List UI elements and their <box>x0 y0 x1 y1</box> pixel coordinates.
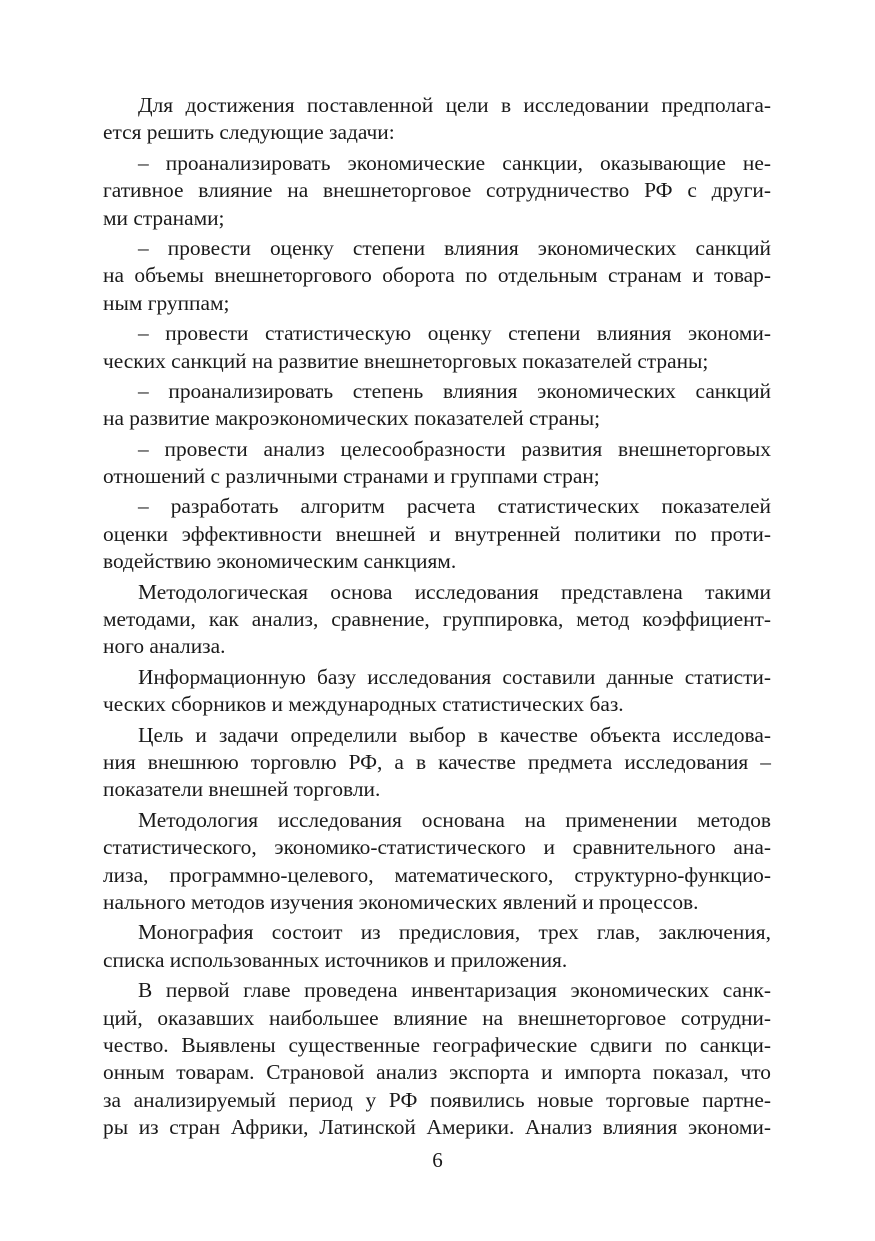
paragraph <box>103 493 771 575</box>
text-line: методами, как анализ, сравнение, группировка, метод коэффициент- <box>103 607 771 632</box>
text-line: лиза, программно-целевого, математического, структурно-функцио- <box>103 862 771 887</box>
paragraph <box>103 664 771 719</box>
text-line: отношений с различными странами и группами стран; <box>103 464 600 489</box>
text-line: списка использованных источников и приложения. <box>103 947 568 972</box>
paragraph <box>103 320 771 375</box>
body-text <box>103 92 771 1141</box>
text-line: ми странами; <box>103 205 225 230</box>
paragraph <box>103 150 771 232</box>
text-line: – разработать алгоритм расчета статистических показателей <box>138 494 771 519</box>
text-line: ется решить следующие задачи: <box>103 120 395 145</box>
text-line: – проанализировать экономические санкции, оказывающие не- <box>138 150 771 175</box>
text-line: – провести оценку степени влияния экономических санкций <box>138 235 771 260</box>
text-line: ного анализа. <box>103 634 226 659</box>
text-line: – провести статистическую оценку степени влияния экономи- <box>138 321 771 346</box>
text-line: Методология исследования основана на применении методов <box>138 807 771 832</box>
text-line: ческих сборников и международных статистических баз. <box>103 692 624 717</box>
text-line: оценки эффективности внешней и внутренней политики по проти- <box>103 521 771 546</box>
paragraph <box>103 92 771 147</box>
text-line: гативное влияние на внешнеторговое сотрудничество РФ с други- <box>103 178 771 203</box>
text-line: онным товарам. Страновой анализ экспорта и импорта показал, что <box>103 1060 771 1085</box>
paragraph <box>103 436 771 491</box>
paragraph <box>103 919 771 974</box>
text-line: ния внешнюю торговлю РФ, а в качестве предмета исследования – <box>103 749 771 774</box>
text-line: водействию экономическим санкциям. <box>103 549 457 574</box>
paragraph <box>103 722 771 804</box>
text-line: Методологическая основа исследования представлена такими <box>138 579 771 604</box>
text-line: – провести анализ целесообразности развития внешнеторговых <box>138 436 771 461</box>
text-line: Для достижения поставленной цели в исследовании предполага- <box>138 93 771 117</box>
paragraph <box>103 235 771 317</box>
text-line: В первой главе проведена инвентаризация экономических санк- <box>138 978 771 1003</box>
text-line: ным группам; <box>103 290 230 315</box>
text-line: ры из стран Африки, Латинской Америки. Анализ влияния экономи- <box>103 1115 771 1140</box>
text-line: статистического, экономико-статистического и сравнительного ана- <box>103 835 771 860</box>
text-line: за анализируемый период у РФ появились новые торговые партне- <box>103 1087 771 1112</box>
text-line: чество. Выявлены существенные географические сдвиги по санкци- <box>103 1032 771 1057</box>
paragraph <box>103 977 771 1141</box>
text-line: на развитие макроэкономических показателей страны; <box>103 406 601 431</box>
paragraph <box>103 378 771 433</box>
text-line: Монография состоит из предисловия, трех глав, заключения, <box>138 920 771 945</box>
page-number: 6 <box>432 1148 443 1172</box>
text-line: Информационную базу исследования составили данные статисти- <box>138 664 771 689</box>
paragraph <box>103 579 771 661</box>
text-line: нального методов изучения экономических явлений и процессов. <box>103 889 699 914</box>
text-line: ческих санкций на развитие внешнеторговых показателей страны; <box>103 348 709 373</box>
text-line: ций, оказавших наибольшее влияние на внешнеторговое сотрудни- <box>103 1005 771 1030</box>
paragraph <box>103 807 771 917</box>
text-line: на объемы внешнеторгового оборота по отдельным странам и товар- <box>103 263 771 288</box>
text-line: Цель и задачи определили выбор в качестве объекта исследова- <box>138 722 771 747</box>
text-line: показатели внешней торговли. <box>103 777 381 802</box>
text-line: – проанализировать степень влияния экономических санкций <box>138 378 771 403</box>
